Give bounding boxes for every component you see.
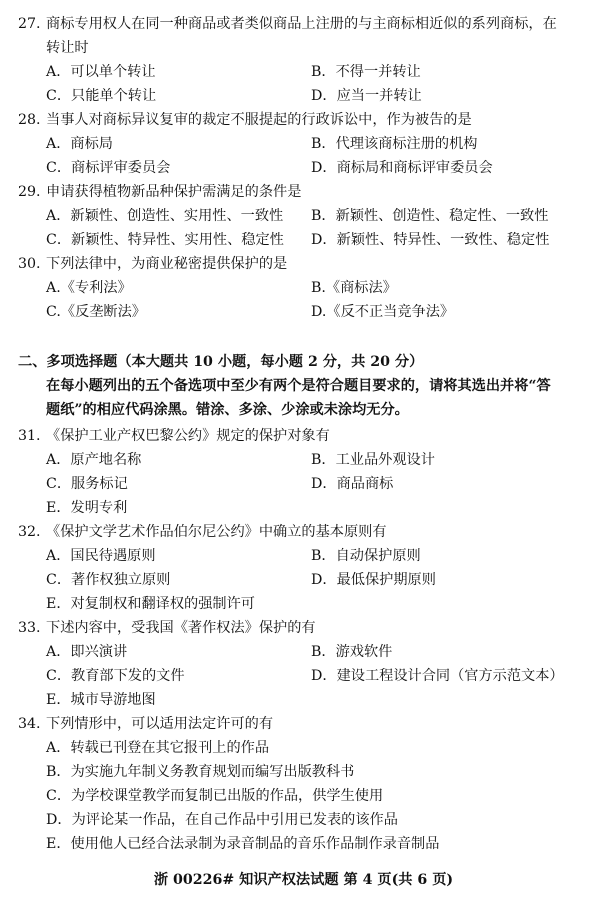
question-30 (18, 252, 287, 276)
question-text: 下列法律中，为商业秘密提供保护的是 (46, 256, 288, 272)
option-b: B．为实施九年制义务教育规划而编写出版教科书 (46, 764, 355, 780)
question-number: 30. (18, 256, 41, 272)
question-number: 31. (18, 428, 41, 444)
option-e: E．发明专利 (46, 500, 128, 516)
question-28 (18, 108, 472, 132)
option-b: B．工业品外观设计 (311, 452, 435, 468)
option-a: A．可以单个转让 (46, 64, 156, 80)
option-c: C．商标评审委员会 (46, 160, 171, 176)
question-text: 《保护工业产权巴黎公约》规定的保护对象有 (46, 428, 330, 444)
option-a: A．原产地名称 (46, 452, 142, 468)
question-29 (18, 180, 301, 204)
option-b: B．不得一并转让 (311, 64, 421, 80)
option-d: D．商品商标 (311, 476, 394, 492)
option-c: C.《反垄断法》 (46, 304, 146, 320)
option-c: C．新颖性、特异性、实用性、稳定性 (46, 232, 284, 248)
option-a: A．新颖性、创造性、实用性、一致性 (46, 208, 284, 224)
option-a: A．即兴演讲 (46, 644, 128, 660)
section-instruction: 在每小题列出的五个备选项中至少有两个是符合题目要求的，请将其选出并将“答 (46, 378, 551, 394)
option-d: D．新颖性、特异性、一致性、稳定性 (311, 232, 550, 248)
option-b: B．新颖性、创造性、稳定性、一致性 (311, 208, 549, 224)
option-c: C．为学校课堂教学而复制已出版的作品，供学生使用 (46, 788, 384, 804)
option-a: A．商标局 (46, 136, 113, 152)
option-e: E．城市导游地图 (46, 692, 156, 708)
option-c: C．教育部下发的文件 (46, 668, 185, 684)
option-d: D．商标局和商标评审委员会 (311, 160, 493, 176)
option-a: A．转载已刊登在其它报刊上的作品 (46, 740, 270, 756)
question-text: 当事人对商标异议复审的裁定不服提起的行政诉讼中，作为被告的是 (46, 112, 472, 128)
option-d: D．应当一并转让 (311, 88, 422, 104)
option-b: B．自动保护原则 (311, 548, 421, 564)
option-a: A．国民待遇原则 (46, 548, 156, 564)
question-text: 下述内容中，受我国《著作权法》保护的有 (46, 620, 316, 636)
option-c: C．只能单个转让 (46, 88, 157, 104)
option-d: D．为评论某一作品，在自己作品中引用已发表的该作品 (46, 812, 398, 828)
question-text: 商标专用权人在同一种商品或者类似商品上注册的与主商标相近似的系列商标，在 (46, 16, 557, 32)
question-34 (18, 712, 273, 736)
option-d: D．建设工程设计合同（官方示范文本） (311, 668, 564, 684)
question-number: 28. (18, 112, 41, 128)
section-heading: 二、多项选择题（本大题共 10 小题，每小题 2 分，共 20 分） (18, 354, 424, 370)
question-number: 29. (18, 184, 41, 200)
question-number: 32. (18, 524, 41, 540)
question-32 (18, 520, 387, 544)
question-27 (18, 12, 557, 36)
question-number: 34. (18, 716, 41, 732)
option-b: B．游戏软件 (311, 644, 393, 660)
question-33 (18, 616, 316, 640)
question-text: 《保护文学艺术作品伯尔尼公约》中确立的基本原则有 (46, 524, 387, 540)
option-b: B.《商标法》 (311, 280, 397, 296)
question-text: 申请获得植物新品种保护需满足的条件是 (46, 184, 302, 200)
option-e: E．使用他人已经合法录制为录音制品的音乐作品制作录音制品 (46, 836, 440, 852)
question-number: 27. (18, 16, 41, 32)
option-c: C．服务标记 (46, 476, 128, 492)
option-e: E．对复制权和翻译权的强制许可 (46, 596, 255, 612)
option-d: D.《反不正当竞争法》 (311, 304, 455, 320)
question-text-continued: 转让时 (46, 40, 89, 56)
question-number: 33. (18, 620, 41, 636)
question-31 (18, 424, 330, 448)
option-a: A.《专利法》 (46, 280, 132, 296)
question-text: 下列情形中，可以适用法定许可的有 (46, 716, 274, 732)
option-b: B．代理该商标注册的机构 (311, 136, 478, 152)
option-c: C．著作权独立原则 (46, 572, 171, 588)
option-d: D．最低保护期原则 (311, 572, 436, 588)
page-footer: 浙 00226# 知识产权法试题 第 4 页(共 6 页) (153, 872, 454, 888)
section-instruction-continued: 题纸”的相应代码涂黑。错涂、多涂、少涂或未涂均无分。 (46, 402, 409, 418)
